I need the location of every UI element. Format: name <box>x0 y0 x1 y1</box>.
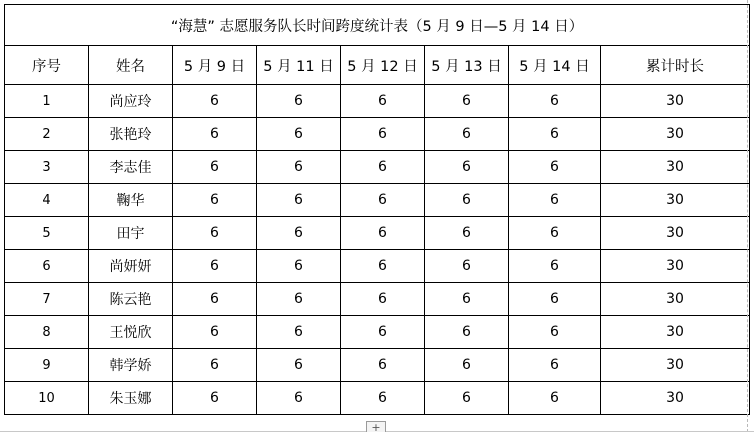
hours-cell[interactable]: 6 <box>509 217 601 250</box>
name-cell[interactable]: 田宇 <box>89 217 173 250</box>
hours-cell[interactable]: 6 <box>341 250 425 283</box>
hours-cell[interactable]: 6 <box>509 85 601 118</box>
table-row <box>5 85 750 118</box>
row-number-cell[interactable]: 3 <box>5 151 89 184</box>
table-row <box>5 316 750 349</box>
total-cell[interactable]: 30 <box>601 316 750 349</box>
total-cell[interactable]: 30 <box>601 85 750 118</box>
hours-cell[interactable]: 6 <box>257 217 341 250</box>
name-cell[interactable]: 李志佳 <box>89 151 173 184</box>
hours-cell[interactable]: 6 <box>341 349 425 382</box>
statistics-table <box>4 4 750 415</box>
total-cell[interactable]: 30 <box>601 151 750 184</box>
table-row <box>5 250 750 283</box>
hours-cell[interactable]: 6 <box>425 151 509 184</box>
hours-cell[interactable]: 6 <box>425 85 509 118</box>
name-cell[interactable]: 陈云艳 <box>89 283 173 316</box>
table-row <box>5 151 750 184</box>
column-header[interactable]: 5 月 13 日 <box>425 46 509 85</box>
hours-cell[interactable]: 6 <box>425 217 509 250</box>
hours-cell[interactable]: 6 <box>341 118 425 151</box>
row-number-cell[interactable]: 5 <box>5 217 89 250</box>
total-cell[interactable]: 30 <box>601 283 750 316</box>
hours-cell[interactable]: 6 <box>257 151 341 184</box>
table-body <box>5 5 750 415</box>
name-cell[interactable]: 鞠华 <box>89 184 173 217</box>
hours-cell[interactable]: 6 <box>173 283 257 316</box>
hours-cell[interactable]: 6 <box>173 217 257 250</box>
hours-cell[interactable]: 6 <box>509 283 601 316</box>
column-header[interactable]: 5 月 11 日 <box>257 46 341 85</box>
name-cell[interactable]: 朱玉娜 <box>89 382 173 415</box>
page-edge-marker <box>747 0 748 432</box>
name-cell[interactable]: 韩学娇 <box>89 349 173 382</box>
hours-cell[interactable]: 6 <box>425 283 509 316</box>
hours-cell[interactable]: 6 <box>341 217 425 250</box>
table-row <box>5 382 750 415</box>
table-row <box>5 184 750 217</box>
hours-cell[interactable]: 6 <box>341 316 425 349</box>
total-cell[interactable]: 30 <box>601 382 750 415</box>
hours-cell[interactable]: 6 <box>341 283 425 316</box>
total-cell[interactable]: 30 <box>601 217 750 250</box>
hours-cell[interactable]: 6 <box>173 349 257 382</box>
hours-cell[interactable]: 6 <box>173 85 257 118</box>
row-number-cell[interactable]: 6 <box>5 250 89 283</box>
column-header[interactable]: 姓名 <box>89 46 173 85</box>
name-cell[interactable]: 尚应玲 <box>89 85 173 118</box>
name-cell[interactable]: 王悦欣 <box>89 316 173 349</box>
total-cell[interactable]: 30 <box>601 118 750 151</box>
hours-cell[interactable]: 6 <box>509 184 601 217</box>
hours-cell[interactable]: 6 <box>257 283 341 316</box>
hours-cell[interactable]: 6 <box>509 118 601 151</box>
total-cell[interactable]: 30 <box>601 184 750 217</box>
name-cell[interactable]: 尚妍妍 <box>89 250 173 283</box>
hours-cell[interactable]: 6 <box>425 184 509 217</box>
hours-cell[interactable]: 6 <box>173 118 257 151</box>
column-header[interactable]: 序号 <box>5 46 89 85</box>
table-row <box>5 349 750 382</box>
hours-cell[interactable]: 6 <box>425 382 509 415</box>
hours-cell[interactable]: 6 <box>257 250 341 283</box>
row-number-cell[interactable]: 7 <box>5 283 89 316</box>
hours-cell[interactable]: 6 <box>173 382 257 415</box>
hours-cell[interactable]: 6 <box>341 184 425 217</box>
hours-cell[interactable]: 6 <box>425 316 509 349</box>
hours-cell[interactable]: 6 <box>341 382 425 415</box>
column-header[interactable]: 累计时长 <box>601 46 750 85</box>
column-header[interactable]: 5 月 9 日 <box>173 46 257 85</box>
table-row <box>5 217 750 250</box>
row-number-cell[interactable]: 2 <box>5 118 89 151</box>
hours-cell[interactable]: 6 <box>509 349 601 382</box>
hours-cell[interactable]: 6 <box>257 349 341 382</box>
hours-cell[interactable]: 6 <box>257 118 341 151</box>
hours-cell[interactable]: 6 <box>173 184 257 217</box>
row-number-cell[interactable]: 9 <box>5 349 89 382</box>
hours-cell[interactable]: 6 <box>425 250 509 283</box>
name-cell[interactable]: 张艳玲 <box>89 118 173 151</box>
hours-cell[interactable]: 6 <box>257 85 341 118</box>
hours-cell[interactable]: 6 <box>257 316 341 349</box>
hours-cell[interactable]: 6 <box>509 382 601 415</box>
plus-icon: + <box>371 421 381 432</box>
total-cell[interactable]: 30 <box>601 250 750 283</box>
hours-cell[interactable]: 6 <box>173 151 257 184</box>
table-title[interactable]: “海慧” 志愿服务队长时间跨度统计表（5 月 9 日—5 月 14 日） <box>5 5 750 46</box>
hours-cell[interactable]: 6 <box>509 151 601 184</box>
hours-cell[interactable]: 6 <box>341 85 425 118</box>
row-number-cell[interactable]: 8 <box>5 316 89 349</box>
header-row <box>5 46 750 85</box>
total-cell[interactable]: 30 <box>601 349 750 382</box>
hours-cell[interactable]: 6 <box>257 382 341 415</box>
column-header[interactable]: 5 月 12 日 <box>341 46 425 85</box>
table-row <box>5 118 750 151</box>
hours-cell[interactable]: 6 <box>341 151 425 184</box>
hours-cell[interactable]: 6 <box>425 118 509 151</box>
hours-cell[interactable]: 6 <box>257 184 341 217</box>
title-row <box>5 5 750 46</box>
hours-cell[interactable]: 6 <box>173 316 257 349</box>
table-row <box>5 283 750 316</box>
hours-cell[interactable]: 6 <box>425 349 509 382</box>
row-number-cell[interactable]: 1 <box>5 85 89 118</box>
column-header[interactable]: 5 月 14 日 <box>509 46 601 85</box>
row-number-cell[interactable]: 4 <box>5 184 89 217</box>
hours-cell[interactable]: 6 <box>509 250 601 283</box>
hours-cell[interactable]: 6 <box>173 250 257 283</box>
hours-cell[interactable]: 6 <box>509 316 601 349</box>
row-number-cell[interactable]: 10 <box>5 382 89 415</box>
add-row-button[interactable] <box>366 421 386 432</box>
